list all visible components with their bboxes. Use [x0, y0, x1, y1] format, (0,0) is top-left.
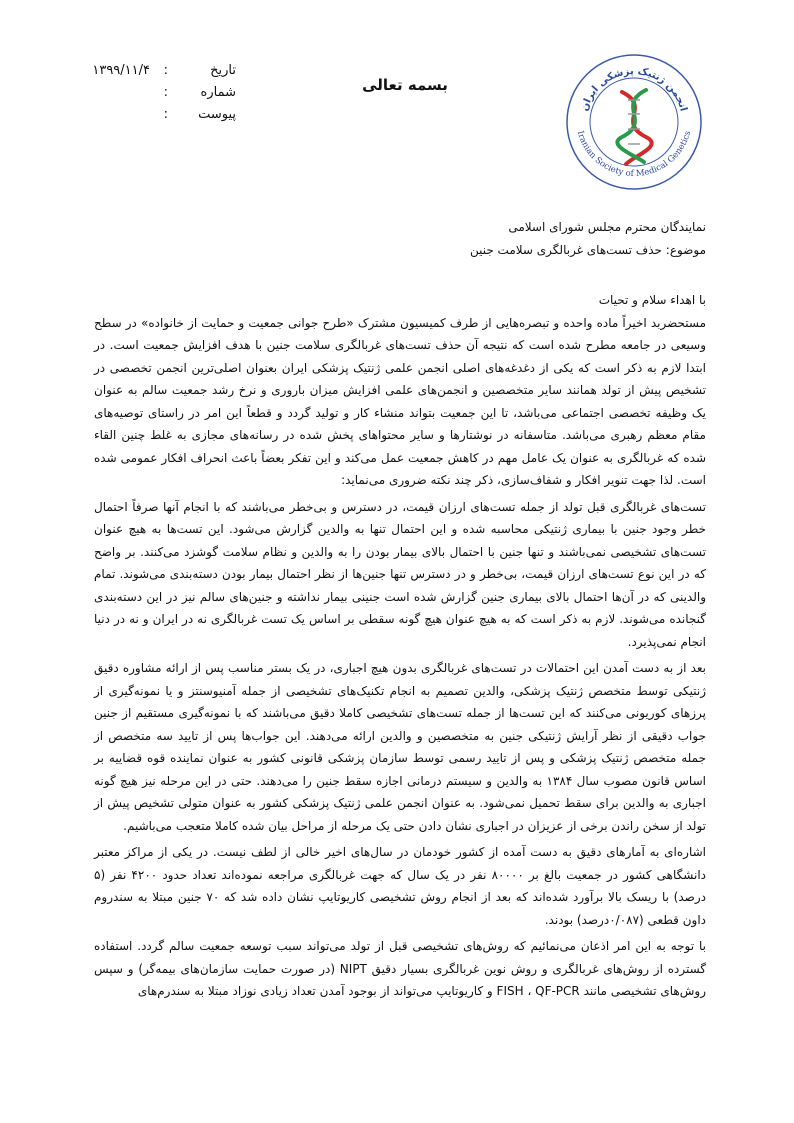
paragraph: تست‌های غربالگری قبل تولد از جمله تست‌های ارزان قیمت، در دسترس و بی‌خطر می‌باشند که با انجام آنها صرفاً احتمال خطر وجود جنین با بیماری ژنتیکی محاسبه شده و این احتمال تنها به والدین گزارش می‌شود. این تست‌ها به هیچ عنوان تست‌های تشخیصی نمی‌باشند و تنها جنین با احتمال بالای بیمار بودن را به والدین و نظام سلامت گوشزد می‌کنند. بر واضح که در این نوع تست‌های ارزان قیمت، بی‌خطر و در دسترس تنها جنین‌ها از نظر احتمال بیمار بودن دسته‌بندی می‌شوند. تمام والدینی که در آن‌ها احتمال بالای بیماری جنین گزارش شده است جنینی بیمار نداشته و جنین‌های سالم نیز در این دسته‌بندی گنجانده می‌شوند. لازم به ذکر است که به هیچ عنوان هیچ گونه سقطی بر اساس یک تست غربالگری نه در ایران و نه در دنیا انجام نمی‌پذیرد. [94, 499, 706, 649]
date-label: تاریخ [210, 63, 236, 78]
dna-helix-icon [617, 90, 651, 164]
paragraph: مستحضربد اخیراً ماده واحده و تبصره‌هایی از طرف کمیسیون مشترک «طرح جوانی جمعیت و حمایت از خانواده» در سطح وسیعی در جامعه مطرح شده است که نتیجه آن حذف تست‌های غربالگری سلامت جنین با هدف افزایش جمعیت است. در ابتدا لازم به ذکر است که یکی از دغدغه‌های اصلی انجمن علمی ژنتیک پزشکی ایران بعنوان اصلی‌ترین انجمن تخصصی در تشخیص پیش از تولد همانند سایر متخصصین و انجمن‌های علمی افزایش میزان باروری و نرخ رشد جمعیت سالم به عنوان یک وظیفه تخصصی اجتماعی می‌باشد، تا این جمعیت بتواند منشاء کار و تولید گردد و قطعاً این امر در راستای توصیه‌های مقام معظم رهبری می‌باشد. متاسفانه در نوشتارها و سایر محتواهای پخش شده در رسانه‌های مجازی به غلط چنین القاء شده که غربالگری به عنوان یک عامل مهم در کاهش جمعیت عمل می‌کند و این تفکر بعضاً باعث انحراف افکار عمومی شده است. لذا جهت تنویر افکار و شفاف‌سازی، ذکر چند نکته ضروری می‌نماید: [94, 315, 706, 487]
attachment-label: پیوست [198, 107, 236, 122]
paragraph: اشاره‌ای به آمارهای دقیق به دست آمده از کشور خودمان در سال‌های اخیر خالی از لطف نیست. در یکی از مراکز معتبر دانشگاهی کشور در جمعیت بالغ بر ۸۰۰۰۰ نفر در یک سال که جهت غربالگری مراجعه نموده‌اند تعداد حدود ۴۲۰۰ نفر (۵ درصد) با ریسک بالا برآورد شده‌اند که بعد از انجام روش تشخیصی کاریوتایپ نشان داده شد که ۷۰ جنین مبتلا به سندروم داون قطعی (۰/۰۸۷درصد) بودند. [94, 845, 706, 927]
subject-line: موضوع: حذف تست‌های غربالگری سلامت جنین [469, 242, 706, 257]
basmala-heading: بسمه تعالی [362, 76, 448, 94]
date-value: ۱۳۹۹/۱۱/۴ [92, 63, 150, 78]
addressee: نمایندگان محترم مجلس شورای اسلامی [508, 220, 706, 234]
date-row: تاریخ : ۱۳۹۹/۱۱/۴ [86, 60, 236, 82]
number-row: شماره : [86, 82, 236, 104]
greeting: با اهداء سلام و تحیات [598, 293, 706, 307]
attachment-row: پیوست : [86, 104, 236, 126]
society-logo [564, 52, 704, 192]
letter-body [94, 216, 706, 1007]
paragraph: با توجه به این امر اذعان می‌نمائیم که روش‌های تشخیصی قبل از تولد می‌تواند سبب توسعه جمعیت سالم گردد. استفاده گسترده از روش‌های غربالگری و روش نوین غربالگری بسیار دقیق NIPT (در صورت حمایت سازمان‌های بیمه‌گر) و سپس روش‌های تشخیصی مانند FISH ، QF-PCR و کاریوتایپ می‌تواند از بوجود آمدن تعداد زیادی نوزاد مبتلا به سندرم‌های [94, 939, 706, 998]
paragraph: بعد از به دست آمدن این احتمالات در تست‌های غربالگری بدون هیچ اجباری، در یک بستر مناسب پس از ارائه مشاوره دقیق ژنتیکی توسط متخصص ژنتیک پزشکی، والدین تصمیم به انجام تکنیک‌های تشخیصی از جمله آمنیوسنتز و یا نمونه‌گیری از پرزهای کوریونی می‌کنند که این تست‌ها از جمله تست‌های تشخیصی کاملا دقیق می‌باشند که با نمونه‌گیری مستقیم از جنین جواب دقیقی از نظر آرایش ژنتیکی جنین به متخصصین و والدین ارائه می‌دهند. این جواب‌ها پس از تایید سه متخصص از جمله متخصص ژنتیک پزشکی و پس از تایید رسمی توسط سازمان پزشکی قانونی کشور به عنوان نماینده قوه قضاییه بر اساس قانون مصوب سال ۱۳۸۴ به والدین و سیستم درمانی اجازه سقط جنین را می‌دهند. حتی در این مرحله نیز هیچ گونه اجباری به والدین برای سقط تحمیل نمی‌شود. به عنوان انجمن علمی ژنتیک پزشکی کشور به عنوان متولی تشخیص پیش از تولد از سخن راندن برخی از عزیزان در اجباری نشان دادن حتی یک مرحله از مراحل بیان شده کاملا متعجب می‌باشیم. [94, 661, 706, 833]
logo-english-name: Iranian Society of Medical Genetics [574, 129, 694, 180]
letter-metadata [86, 60, 236, 126]
logo-persian-name: انجمن ژنتیک پزشکی ایران [579, 65, 689, 113]
number-label: شماره [200, 85, 236, 100]
